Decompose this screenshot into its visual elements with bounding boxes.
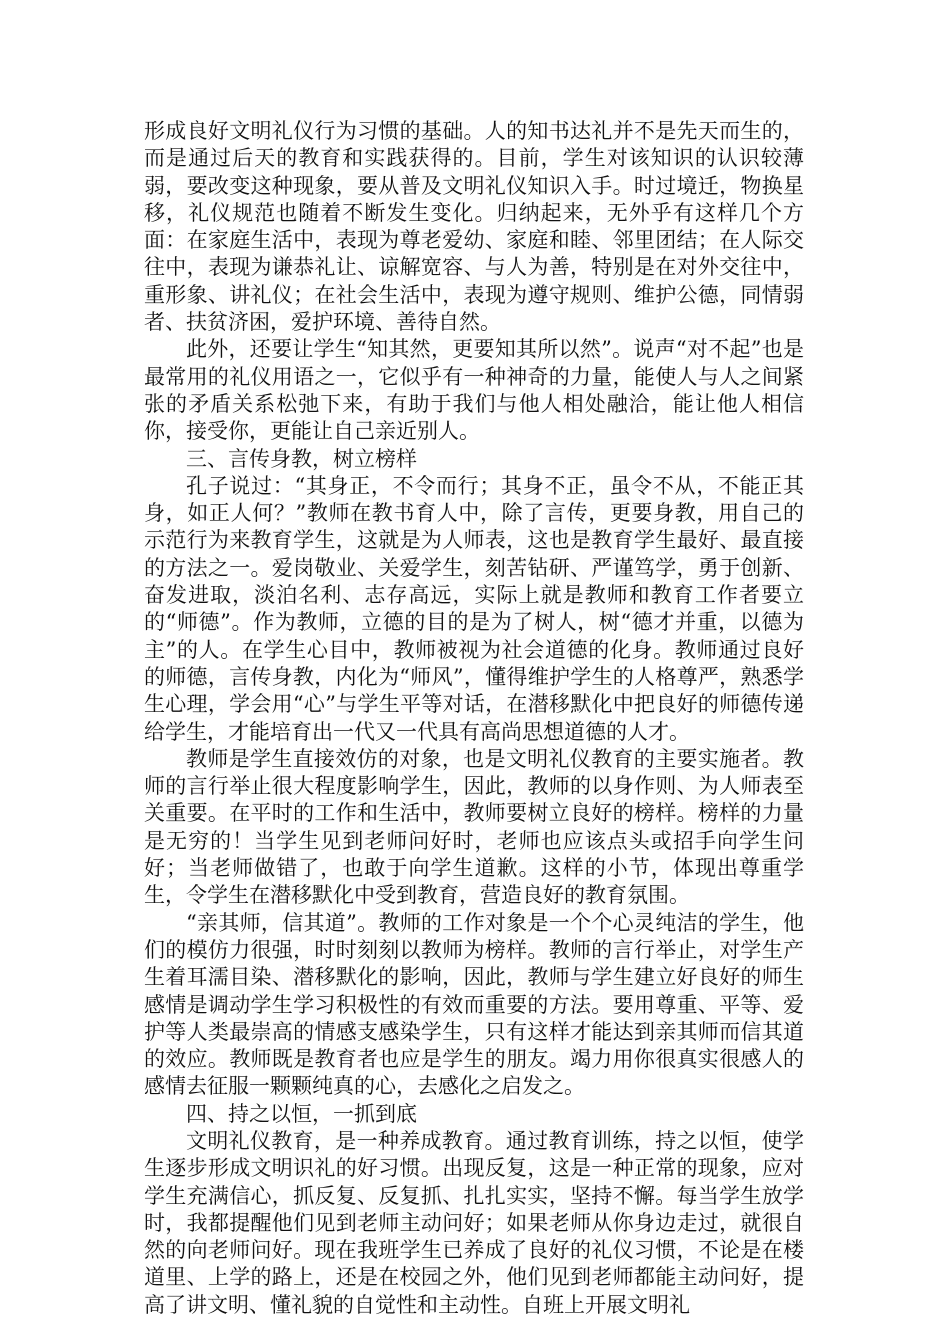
paragraph-1: 形成良好文明礼仪行为习惯的基础。人的知书达礼并不是先天而生的，而是通过后天的教育和实践获得的。目前，学生对该知识的认识较薄弱，要改变这种现象，要从普及文明礼仪知识入手。时过境迁，物换星移，礼仪规范也随着不断发生变化。归纳起来，无外乎有这样几个方面：在家庭生活中，表现为尊老爱幼、家庭和睦、邻里团结；在人际交往中，表现为谦恭礼让、谅解宽容、与人为善，特别是在对外交往中，重形象、讲礼仪；在社会生活中，表现为遵守规则、维护公德，同情弱者、扶贫济困，爱护环境、善待自然。 — [144, 119, 804, 335]
paragraph-3: 孔子说过：“其身正，不令而行；其身不正，虽令不从，不能正其身，如正人何？”教师在教书育人中，除了言传，更要身教，用自己的示范行为来教育学生，这就是为人师表，这也是教育学生最好、最直接的方法之一。爱岗敬业、关爱学生，刻苦钻研、严谨笃学，勇于创新、奋发进取，淡泊名利、志存高远，实际上就是教师和教育工作者要立的“师德”。作为教师，立德的目的是为了树人，树“德才并重，以德为主”的人。在学生心目中，教师被视为社会道德的化身。教师通过良好的师德，言传身教，内化为“师风”，懂得维护学生的人格尊严，熟悉学生心理，学会用“心”与学生平等对话，在潜移默化中把良好的师德传递给学生，才能培育出一代又一代具有高尚思想道德的人才。 — [144, 473, 804, 744]
section-heading-3: 三、言传身教，树立榜样 — [186, 446, 417, 471]
document-page — [144, 118, 804, 1319]
paragraph-6: 文明礼仪教育，是一种养成教育。通过教育训练，持之以恒，使学生逐步形成文明识礼的好习惯。出现反复，这是一种正常的现象，应对学生充满信心，抓反复、反复抓、扎扎实实，坚持不懈。每当学生放学时，我都提醒他们见到老师主动问好；如果老师从你身边走过，就很自然的向老师问好。现在我班学生已养成了良好的礼仪习惯，不论是在楼道里、上学的路上，还是在校园之外，他们见到老师都能主动问好，提高了讲文明、懂礼貌的自觉性和主动性。自班上开展文明礼 — [144, 1128, 804, 1317]
paragraph-4: 教师是学生直接效仿的对象，也是文明礼仪教育的主要实施者。教师的言行举止很大程度影响学生，因此，教师的以身作则、为人师表至关重要。在平时的工作和生活中，教师要树立良好的榜样。榜样的力量是无穷的！当学生见到老师问好时，老师也应该点头或招手向学生问好；当老师做错了，也敢于向学生道歉。这样的小节，体现出尊重学生，令学生在潜移默化中受到教育，营造良好的教育氛围。 — [144, 746, 804, 908]
paragraph-2: 此外，还要让学生“知其然，更要知其所以然”。说声“对不起”也是最常用的礼仪用语之一，它似乎有一种神奇的力量，能使人与人之间紧张的矛盾关系松弛下来，有助于我们与他人相处融洽，能让他人相信你，接受你，更能让自己亲近别人。 — [144, 337, 804, 444]
paragraph-5: “亲其师，信其道”。教师的工作对象是一个个心灵纯洁的学生，他们的模仿力很强，时时刻刻以教师为榜样。教师的言行举止，对学生产生着耳濡目染、潜移默化的影响，因此，教师与学生建立好良好的师生感情是调动学生学习积极性的有效而重要的方法。要用尊重、平等、爱护等人类最崇高的情感支感染学生，只有这样才能达到亲其师而信其道的效应。教师既是教育者也应是学生的朋友。竭力用你很真实很感人的感情去征服一颗颗纯真的心，去感化之启发之。 — [144, 910, 804, 1099]
section-heading-4: 四、持之以恒，一抓到底 — [186, 1101, 417, 1126]
